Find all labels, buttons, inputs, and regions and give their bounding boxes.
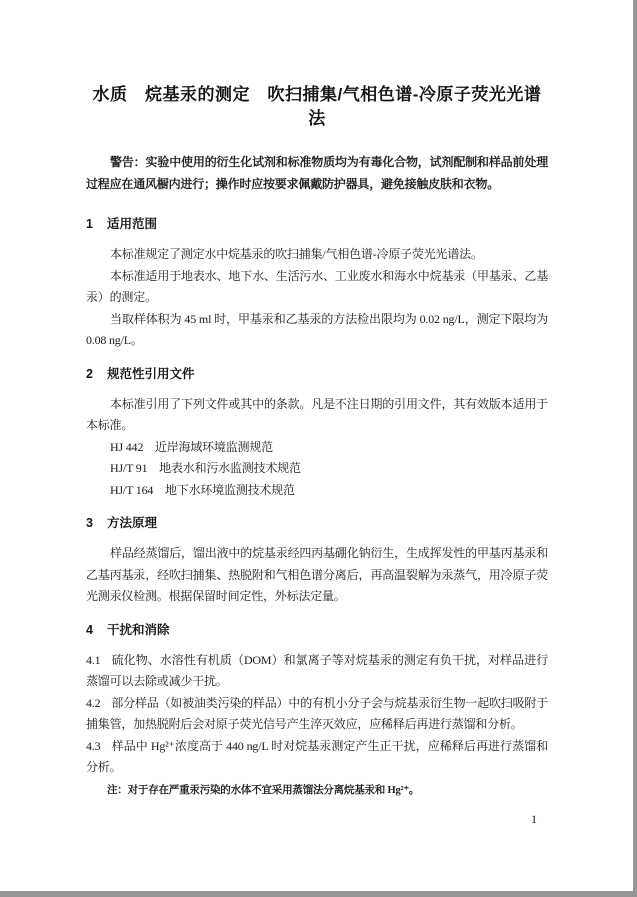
paragraph: 当取样体积为 45 ml 时，甲基汞和乙基汞的方法检出限均为 0.02 ng/L，测定下限均为 0.08 ng/L。 bbox=[86, 311, 548, 347]
section-number: 2 bbox=[86, 366, 93, 381]
section-number: 4 bbox=[86, 622, 93, 637]
clause-text: 硫化物、水溶性有机质（DOM）和氯离子等对烷基汞的测定有负干扰，对样品进行蒸馏可以去除或减少干扰。 bbox=[86, 652, 548, 688]
clause-number: 4.3 bbox=[86, 738, 101, 753]
section-heading-label: 方法原理 bbox=[106, 516, 157, 530]
section-number: 3 bbox=[86, 516, 93, 530]
document-content bbox=[86, 0, 548, 799]
paragraph: 本标准规定了测定水中烷基汞的吹扫捕集/气相色谱-冷原子荧光光谱法。 bbox=[110, 247, 483, 261]
clause-number: 4.2 bbox=[86, 695, 101, 710]
section-heading bbox=[86, 620, 548, 640]
reference-item: HJ/T 164 地下水环境监测技术规范 bbox=[110, 482, 295, 497]
note: 注：对于存在严重汞污染的水体不宜采用蒸馏法分离烷基汞和 Hg²⁺。 bbox=[107, 784, 420, 796]
section-method-principle bbox=[86, 513, 548, 608]
clause bbox=[86, 693, 548, 736]
clause bbox=[86, 736, 548, 779]
section-heading-label: 适用范围 bbox=[106, 217, 157, 231]
section-number: 1 bbox=[86, 217, 93, 231]
clause-text: 部分样品（如被油类污染的样品）中的有机小分子会与烷基汞衍生物一起吹扫吸附于捕集管，加热脱附后会对原子荧光信号产生淬灭效应，应稀释后再进行蒸馏和分析。 bbox=[86, 695, 549, 731]
clause bbox=[86, 650, 548, 693]
section-heading-label: 干扰和消除 bbox=[106, 622, 170, 637]
paragraph: 样品经蒸馏后，馏出液中的烷基汞经四丙基硼化钠衍生，生成挥发性的甲基丙基汞和乙基丙基汞，经吹扫捕集、热脱附和气相色谱分离后，再高温裂解为汞蒸气，用冷原子荧光测汞仪检测。根据保留时间定性，外标法定量。 bbox=[86, 546, 548, 603]
clause-number: 4.1 bbox=[86, 652, 101, 667]
section-scope bbox=[86, 214, 548, 352]
warning-paragraph: 警告：实验中使用的衍生化试剂和标准物质均为有毒化合物，试剂配制和样品前处理过程应在通风橱内进行；操作时应按要求佩戴防护器具，避免接触皮肤和衣物。 bbox=[86, 155, 548, 191]
section-normative-references bbox=[86, 364, 548, 502]
document-title: 水质 烷基汞的测定 吹扫捕集/气相色谱-冷原子荧光光谱法 bbox=[92, 85, 542, 128]
paragraph: 本标准适用于地表水、地下水、生活污水、工业废水和海水中烷基汞（甲基汞、乙基汞）的测定。 bbox=[86, 268, 548, 304]
paragraph: 本标准引用了下列文件或其中的条款。凡是不注日期的引用文件，其有效版本适用于本标准。 bbox=[86, 396, 548, 432]
page-number: 1 bbox=[531, 812, 537, 826]
section-heading bbox=[86, 364, 548, 384]
section-heading bbox=[86, 513, 548, 533]
section-interference-elimination bbox=[86, 620, 548, 799]
reference-item: HJ/T 91 地表水和污水监测技术规范 bbox=[110, 461, 301, 475]
section-heading-label: 规范性引用文件 bbox=[106, 366, 195, 381]
reference-item: HJ 442 近岸海域环境监测规范 bbox=[110, 439, 273, 454]
section-heading bbox=[86, 214, 548, 234]
clause-text: 样品中 Hg²⁺浓度高于 440 ng/L 时对烷基汞测定产生正干扰，应稀释后再进行蒸馏和分析。 bbox=[86, 738, 548, 774]
